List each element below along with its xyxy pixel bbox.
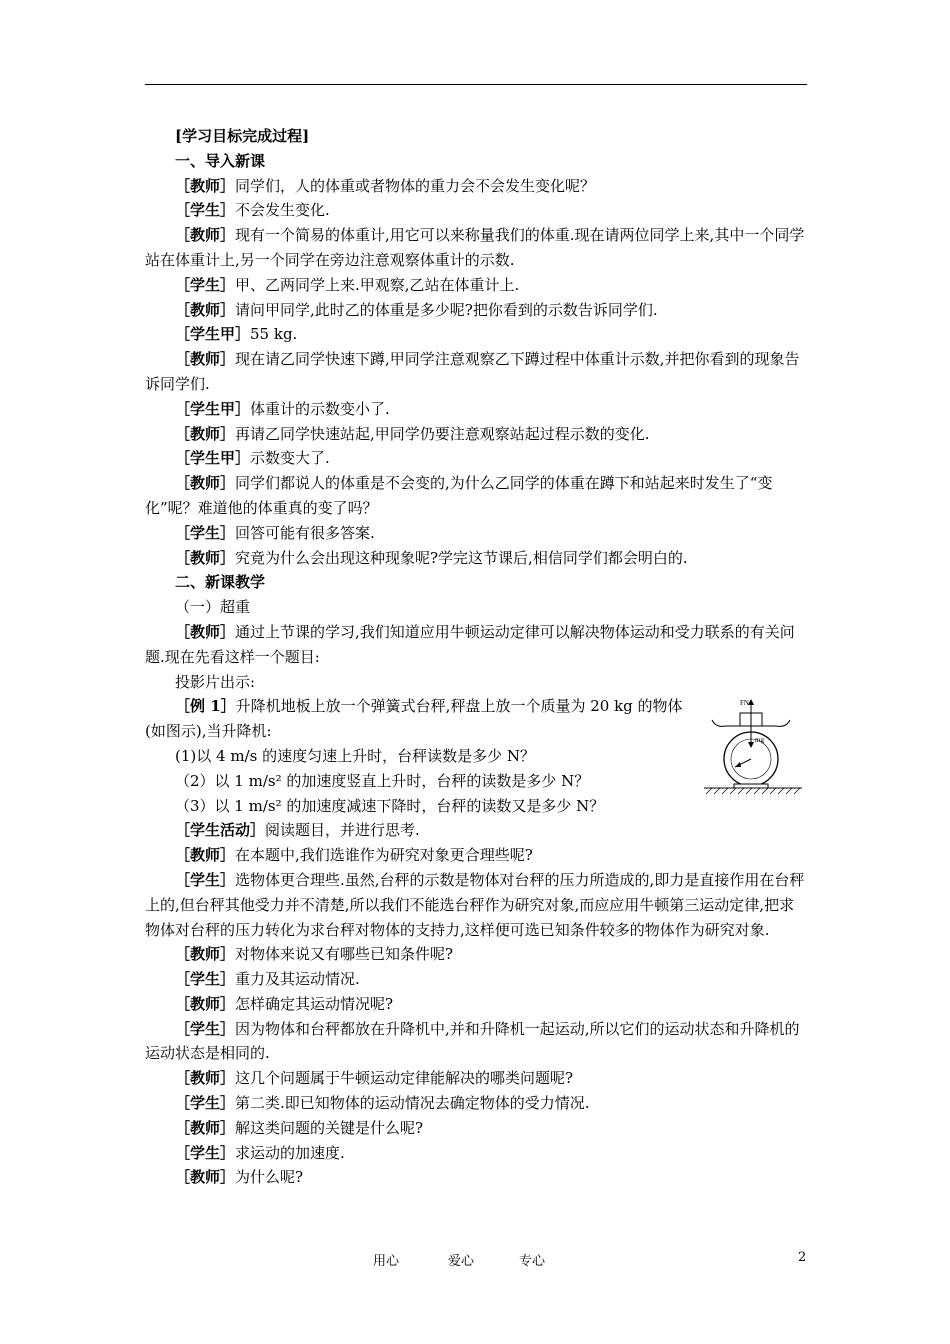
paragraph: [145, 818, 807, 843]
paragraph-text: （2）以 1 m/s² 的加速度竖直上升时，台秤的读数是多少 N？: [175, 771, 590, 790]
speaker-label: ［教师］: [175, 424, 236, 443]
paragraph: [145, 471, 807, 521]
speaker-label: ［教师］: [175, 622, 236, 641]
speaker-label: ［学生活动］: [175, 821, 266, 840]
header-rule: [145, 84, 807, 85]
paragraph-text: 体重计的示数变小了.: [250, 399, 390, 418]
paragraph: [145, 868, 807, 942]
paragraph-text: 通过上节课的学习,我们知道应用牛顿运动定律可以解决物体运动和受力联系的有关问题.现在先看这样一个题目:: [145, 622, 795, 666]
paragraph-text: 重力及其运动情况.: [235, 970, 360, 989]
paragraph-text: 回答可能有很多答案.: [235, 523, 375, 542]
speaker-label: ［学生］: [175, 1143, 236, 1162]
paragraph: [145, 670, 807, 695]
speaker-label: ［学生］: [175, 870, 236, 889]
paragraph: [145, 223, 807, 273]
paragraph-text: 因为物体和台秤都放在升降机中,并和升降机一起运动,所以它们的运动状态和升降机的运动状态是相同的.: [145, 1019, 800, 1063]
paragraph-text: 55 kg.: [250, 325, 298, 344]
paragraph-text: 选物体更合理些.虽然,台秤的示数是物体对台秤的压力所造成的,即力是直接作用在台秤上的,但台秤其他受力并不清楚,所以我们不能选台秤作为研究对象,而应应用牛顿第三运动定律,把求物体对台秤的压力转化为求台秤对物体的支持力,这样便可选已知条件较多的物体作为研究对象.: [145, 870, 805, 939]
paragraph-text: 求运动的加速度.: [235, 1143, 345, 1162]
speaker-label: ［教师］: [175, 1118, 236, 1137]
paragraph: [145, 1165, 807, 1190]
paragraph-text: 同学们，人的体重或者物体的重力会不会发生变化呢？: [235, 176, 596, 195]
paragraph-text: 现有一个简易的体重计,用它可以来称量我们的体重.现在请两位同学上来,其中一个同学站在体重计上,另一个同学在旁边注意观察体重计的示数.: [145, 226, 805, 269]
paragraph-text: （一）超重: [175, 598, 251, 617]
section-heading: [145, 124, 807, 149]
speaker-label: ［教师］: [175, 176, 236, 195]
paragraph: [145, 1066, 807, 1091]
speaker-label: ［教师］: [175, 1069, 236, 1088]
speaker-label: ［学生甲］: [175, 449, 251, 468]
speaker-label: ［教师］: [175, 1168, 236, 1187]
paragraph-text: （3）以 1 m/s² 的加速度减速下降时，台秤的读数又是多少 N？: [175, 796, 605, 815]
paragraph: [145, 397, 807, 422]
paragraph-text: 二、新课教学: [175, 573, 266, 592]
page-footer: [0, 1250, 950, 1270]
paragraph-text: 为什么呢?: [235, 1168, 304, 1187]
paragraph-text: 一、导入新课: [175, 151, 266, 170]
speaker-label: ［教师］: [175, 994, 236, 1013]
paragraph: [145, 694, 690, 744]
speaker-label: ［学生］: [175, 1019, 236, 1038]
paragraph: [145, 347, 807, 397]
footer-middle: 爱心: [448, 1254, 475, 1269]
section-heading: [145, 570, 807, 595]
paragraph: [145, 794, 807, 819]
footer-left: 用心: [373, 1254, 400, 1269]
paragraph-text: [学习目标完成过程]: [175, 127, 310, 145]
paragraph-text: 解这类问题的关键是什么呢?: [235, 1118, 424, 1137]
paragraph: [145, 1141, 807, 1166]
speaker-label: ［教师］: [175, 548, 236, 567]
paragraph-text: 现在请乙同学快速下蹲,甲同学注意观察乙下蹲过程中体重计示数,并把你看到的现象告诉同学们.: [145, 350, 800, 393]
paragraph: [145, 174, 807, 199]
fn-label: FN: [740, 699, 749, 707]
speaker-label: ［学生甲］: [175, 325, 251, 344]
speaker-label: ［学生甲］: [175, 399, 251, 418]
scale-diagram: [702, 698, 804, 796]
speaker-label: ［学生］: [175, 970, 236, 989]
paragraph: [145, 446, 807, 471]
speaker-label: ［教师］: [175, 226, 236, 245]
paragraph: [145, 595, 807, 620]
paragraph-text: 同学们都说人的体重是不会变的,为什么乙同学的体重在蹲下和站起来时发生了“变化”呢？难道他的体重真的变了吗？: [145, 474, 773, 517]
paragraph: [145, 1091, 807, 1116]
paragraph: [145, 298, 807, 323]
speaker-label: ［学生］: [175, 1094, 236, 1113]
paragraph: [145, 521, 807, 546]
paragraph-text: 请问甲同学,此时乙的体重是多少呢?把你看到的示数告诉同学们.: [235, 300, 658, 319]
paragraph: [145, 843, 807, 868]
paragraph: [145, 273, 807, 298]
paragraph: [145, 942, 807, 967]
speaker-label: ［教师］: [175, 945, 236, 964]
paragraph-text: 再请乙同学快速站起,甲同学仍要注意观察站起过程示数的变化.: [235, 424, 650, 443]
page-number: 2: [798, 1250, 807, 1265]
speaker-label: ［例 1］: [175, 697, 236, 716]
speaker-label: ［教师］: [175, 350, 236, 369]
paragraph: [145, 322, 807, 347]
mg-label: mg: [755, 736, 764, 744]
paragraph: [145, 422, 807, 447]
paragraph: [145, 992, 807, 1017]
paragraph-text: 不会发生变化.: [235, 201, 330, 220]
paragraph: [145, 967, 807, 992]
footer-right: 专心: [519, 1254, 546, 1269]
paragraph: [145, 1017, 807, 1067]
paragraph-text: 究竟为什么会出现这种现象呢?学完这节课后,相信同学们都会明白的.: [235, 548, 688, 567]
paragraph: [145, 546, 807, 571]
paragraph-text: 第二类.即已知物体的运动情况去确定物体的受力情况.: [235, 1094, 590, 1113]
speaker-label: ［学生］: [175, 523, 236, 542]
paragraph-text: 投影片出示:: [175, 672, 256, 691]
paragraph: [145, 198, 807, 223]
paragraph-text: 这几个问题属于牛顿运动定律能解决的哪类问题呢?: [235, 1069, 574, 1088]
speaker-label: ［教师］: [175, 846, 236, 865]
paragraph-text: 对物体来说又有哪些已知条件呢?: [235, 945, 454, 964]
section-heading: [145, 149, 807, 174]
paragraph-text: 在本题中,我们选谁作为研究对象更合理些呢?: [235, 846, 533, 865]
paragraph-text: 怎样确定其运动情况呢?: [235, 994, 394, 1013]
speaker-label: ［学生］: [175, 275, 236, 294]
speaker-label: ［学生］: [175, 201, 236, 220]
speaker-label: ［教师］: [175, 474, 236, 493]
speaker-label: ［教师］: [175, 300, 236, 319]
paragraph: [145, 1116, 807, 1141]
paragraph: [145, 620, 807, 670]
paragraph-text: 阅读题目，并进行思考.: [265, 821, 420, 840]
document-body: [145, 124, 807, 1190]
paragraph-text: (1)以 4 m/s 的速度匀速上升时，台秤读数是多少 N？: [175, 746, 535, 765]
paragraph-text: 示数变大了.: [250, 449, 330, 468]
paragraph-text: 甲、乙两同学上来.甲观察,乙站在体重计上.: [235, 275, 520, 294]
paragraph-text: 升降机地板上放一个弹簧式台秤,秤盘上放一个质量为 20 kg 的物体(如图示),当升降机:: [145, 697, 683, 741]
